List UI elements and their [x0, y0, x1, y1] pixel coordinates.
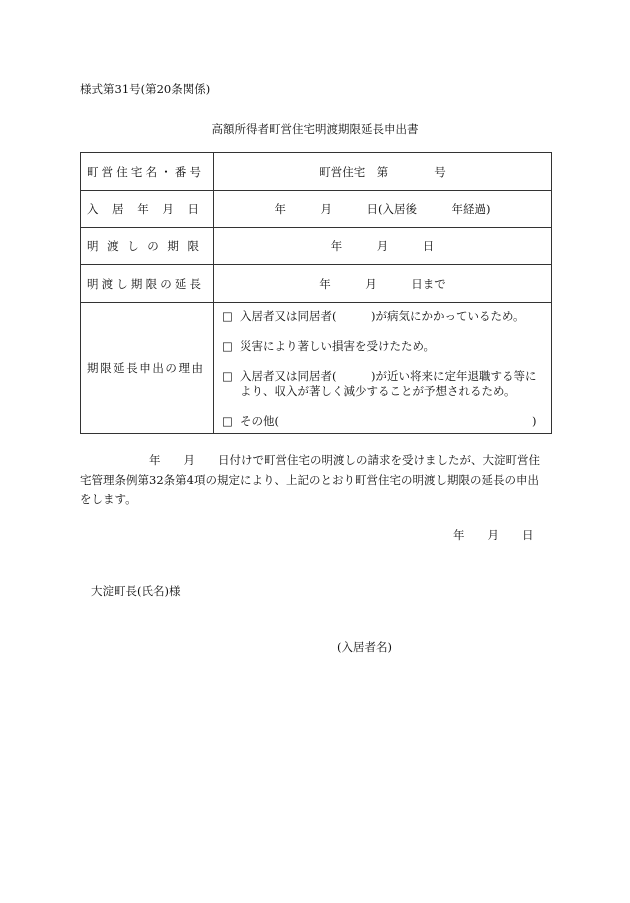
application-table — [80, 152, 552, 434]
request-line-2: 宅管理条例第32条第4項の規定により、上記のとおり町営住宅の明渡し期限の延長の申出 — [80, 472, 539, 487]
checkbox-icon[interactable]: □ — [222, 369, 233, 383]
reason-retirement-continued: より、収入が著しく減少することが予想されるため。 — [240, 384, 516, 398]
label-text: 明 渡 し の 期 限 — [87, 239, 199, 253]
value-housing-number[interactable]: 町営住宅 第 号 — [214, 153, 552, 191]
label-move-in-date — [81, 191, 214, 228]
request-line-3: をします。 — [80, 492, 137, 506]
table-row-housing-number — [81, 153, 552, 191]
checkbox-icon[interactable]: □ — [222, 339, 233, 353]
checkbox-icon[interactable]: □ — [222, 309, 233, 323]
label-text: 明 渡 し 期 限 の 延 長 — [87, 276, 201, 291]
addressee: 大淀町長(氏名)様 — [91, 584, 181, 598]
table-row-move-in-date — [81, 191, 552, 228]
reason-retirement[interactable]: □ 入居者又は同居者( )が近い将来に定年退職する等に より、収入が著しく減少することが予想されるため。 — [222, 369, 551, 399]
value-move-in-date[interactable]: 年 月 日(入居後 年経過) — [214, 191, 552, 228]
value-deadline-extension[interactable]: 年 月 日まで — [214, 265, 552, 303]
table-row-deadline-extension — [81, 265, 552, 303]
reason-other[interactable]: □ その他( ) — [222, 414, 537, 428]
resident-name-field[interactable]: (入居者名) — [337, 640, 392, 654]
checkbox-icon[interactable]: □ — [222, 414, 233, 428]
form-number: 様式第31号(第20条関係) — [80, 82, 211, 96]
table-row-vacate-deadline — [81, 228, 552, 265]
table-row-reasons — [81, 303, 552, 434]
label-deadline-extension — [81, 265, 214, 303]
label-housing-number — [81, 153, 214, 191]
reasons-cell — [214, 303, 552, 434]
label-text: 期 限 延 長 申 出 の 理 由 — [87, 361, 203, 375]
label-vacate-deadline — [81, 228, 214, 265]
label-reasons — [81, 303, 214, 434]
label-text: 入 居 年 月 日 — [87, 202, 199, 216]
value-vacate-deadline[interactable]: 年 月 日 — [214, 228, 552, 265]
request-line-1: 年 月 日付けで町営住宅の明渡しの請求を受けましたが、大淀町営住 — [80, 453, 540, 467]
request-statement — [80, 451, 538, 510]
submission-date[interactable]: 年 月 日 — [453, 528, 534, 542]
reason-illness[interactable]: □ 入居者又は同居者( )が病気にかかっているため。 — [222, 309, 525, 323]
document-title: 高額所得者町営住宅明渡期限延長申出書 — [211, 122, 419, 136]
reason-disaster[interactable]: □ 災害により著しい損害を受けたため。 — [222, 339, 436, 353]
label-text: 町 営 住 宅 名 ・ 番 号 — [87, 164, 201, 179]
